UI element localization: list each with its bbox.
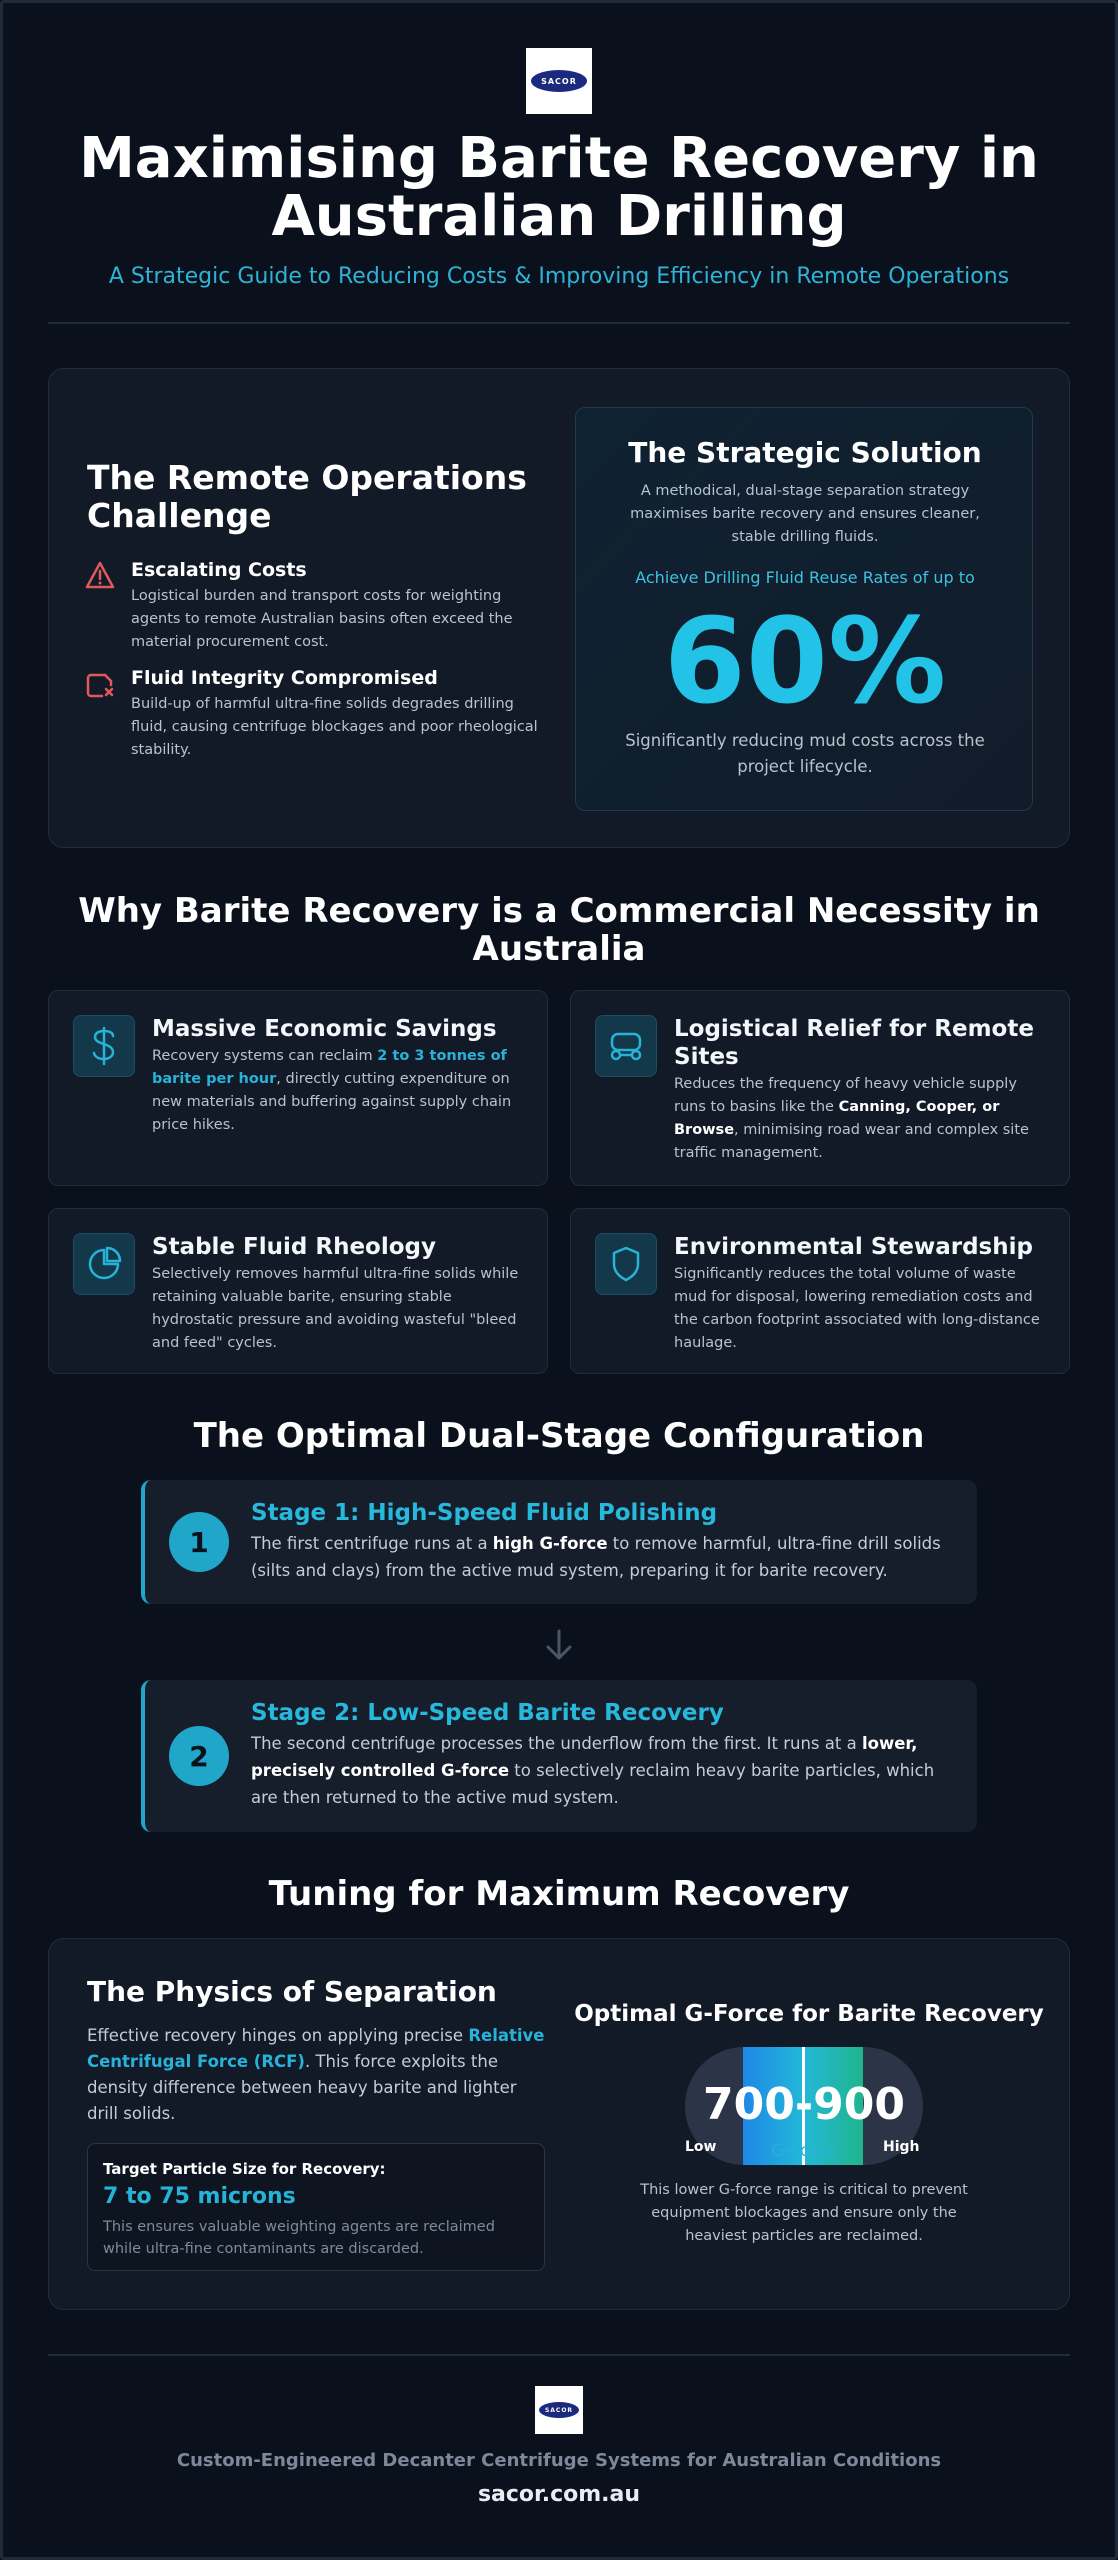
challenge-item-body: Logistical burden and transport costs for weighting agents to remote Australian basins often exceed the material procurement cost. [131,588,513,650]
stage-title: Stage 2: Low-Speed Barite Recovery [251,1700,724,1726]
feature-card-logistics [570,990,1070,1186]
dollar-icon [73,1015,135,1077]
gauge-low-label: Low [685,2139,717,2155]
highlight-text: 2 to 3 tonnes of barite per hour [152,1048,507,1087]
feature-card-economic [48,990,548,1186]
challenge-solution-card [48,368,1070,848]
feature-card-rheology [48,1208,548,1374]
challenge-heading-line2: Challenge [87,496,272,535]
tuning-heading: Tuning for Maximum Recovery [268,1874,850,1914]
challenge-item-body: Build-up of harmful ultra-fine solids degrades drilling fluid, causing centrifuge blockages and poor rheological stability. [131,696,538,758]
feature-card-environment [570,1208,1070,1374]
challenge-item-title: Fluid Integrity Compromised [131,667,438,689]
challenge-heading-line1: The Remote Operations [87,458,527,497]
header-logo [526,48,592,114]
target-label: Target Particle Size for Recovery: [103,2160,386,2178]
solution-kicker: Achieve Drilling Fluid Reuse Rates of up to [635,568,975,587]
stage-title: Stage 1: High-Speed Fluid Polishing [251,1500,718,1526]
stage-body: The first centrifuge runs at a high G-force to remove harmful, ultra-fine drill solids (silts and clays) from the active mud system, preparing it for barite recovery. [251,1534,941,1580]
pie-chart-icon [73,1233,135,1295]
footer-tagline: Custom-Engineered Decanter Centrifuge Systems for Australian Conditions [176,2450,942,2471]
page-title [0,126,1118,249]
broken-link-icon [85,671,115,703]
solution-caption: Significantly reducing mud costs across the project lifecycle. [625,731,985,776]
solution-stat: 60% [663,592,947,730]
target-note: This ensures valuable weighting agents are reclaimed while ultra-fine contaminants are discarded. [103,2219,495,2257]
feature-title: Massive Economic Savings [152,1016,497,1042]
stage-card [141,1480,977,1604]
footer-url[interactable]: sacor.com.au [477,2482,641,2507]
logo-text: SACOR [531,70,587,92]
highlight-text: Canning, Cooper, or Browse [674,1099,1000,1138]
gauge-heading: Optimal G-Force for Barite Recovery [574,2001,1044,2027]
footer-logo-text: SACOR [539,2402,579,2418]
stage-number: 2 [169,1726,229,1786]
why-heading-line1: Why Barite Recovery is a Commercial Necessity in [78,891,1040,931]
feature-body: Selectively removes harmful ultra-fine solids while retaining valuable barite, ensuring stable hydrostatic pressure and avoiding wasteful "bleed and feed" cycles. [152,1266,519,1351]
feature-title: Stable Fluid Rheology [152,1234,436,1260]
challenge-heading [87,459,527,535]
stage-card [141,1680,977,1832]
target-value: 7 to 75 microns [103,2184,296,2209]
footer-divider [48,2354,1070,2356]
page-title-line1: Maximising Barite Recovery in [79,126,1039,191]
arrow-down-icon [542,1628,576,1666]
why-heading [0,892,1118,968]
solution-panel [575,407,1033,811]
challenge-item-title: Escalating Costs [131,559,307,581]
warning-triangle-icon [85,561,115,593]
gauge-value: 700-900 [703,2079,905,2130]
stage-number: 1 [169,1512,229,1572]
solution-body: A methodical, dual-stage separation strategy maximises barite recovery and ensures cleaner, stable drilling fluids. [630,483,980,545]
shield-icon [595,1233,657,1295]
solution-heading: The Strategic Solution [628,436,982,469]
config-heading: The Optimal Dual-Stage Configuration [193,1416,925,1456]
feature-body: Recovery systems can reclaim 2 to 3 tonnes of barite per hour, directly cutting expenditure on new materials and buffering against supply chain price hikes. [152,1048,512,1133]
feature-body: Significantly reduces the total volume of waste mud for disposal, lowering remediation costs and the carbon footprint associated with long-distance haulage. [674,1266,1040,1351]
tuning-card [48,1938,1070,2310]
feature-title: Environmental Stewardship [674,1234,1033,1260]
gauge-note: This lower G-force range is critical to prevent equipment blockages and ensure only the heaviest particles are reclaimed. [640,2182,968,2244]
stage-body: The second centrifuge processes the underflow from the first. It runs at a lower, precisely controlled G-force to selectively reclaim heavy barite particles, which are then returned to the active mud system. [251,1734,935,1807]
page-title-line2: Australian Drilling [271,184,847,249]
footer-logo [535,2386,583,2434]
route-icon [595,1015,657,1077]
gauge-unit: G-Force [771,2141,837,2161]
physics-body: Effective recovery hinges on applying precise Relative Centrifugal Force (RCF). This force exploits the density difference between heavy barite and lighter drill solids. [87,2026,545,2123]
target-box [87,2143,545,2271]
gauge-high-label: High [883,2139,920,2155]
physics-heading: The Physics of Separation [87,1975,497,2008]
page-subtitle: A Strategic Guide to Reducing Costs & Improving Efficiency in Remote Operations [108,264,1010,289]
header-divider [48,322,1070,324]
feature-title: Logistical Relief for Remote Sites [674,1016,1034,1070]
feature-body: Reduces the frequency of heavy vehicle supply runs to basins like the Canning, Cooper, or Browse, minimising road wear and complex site traffic management. [674,1076,1029,1161]
why-heading-line2: Australia [472,929,646,969]
